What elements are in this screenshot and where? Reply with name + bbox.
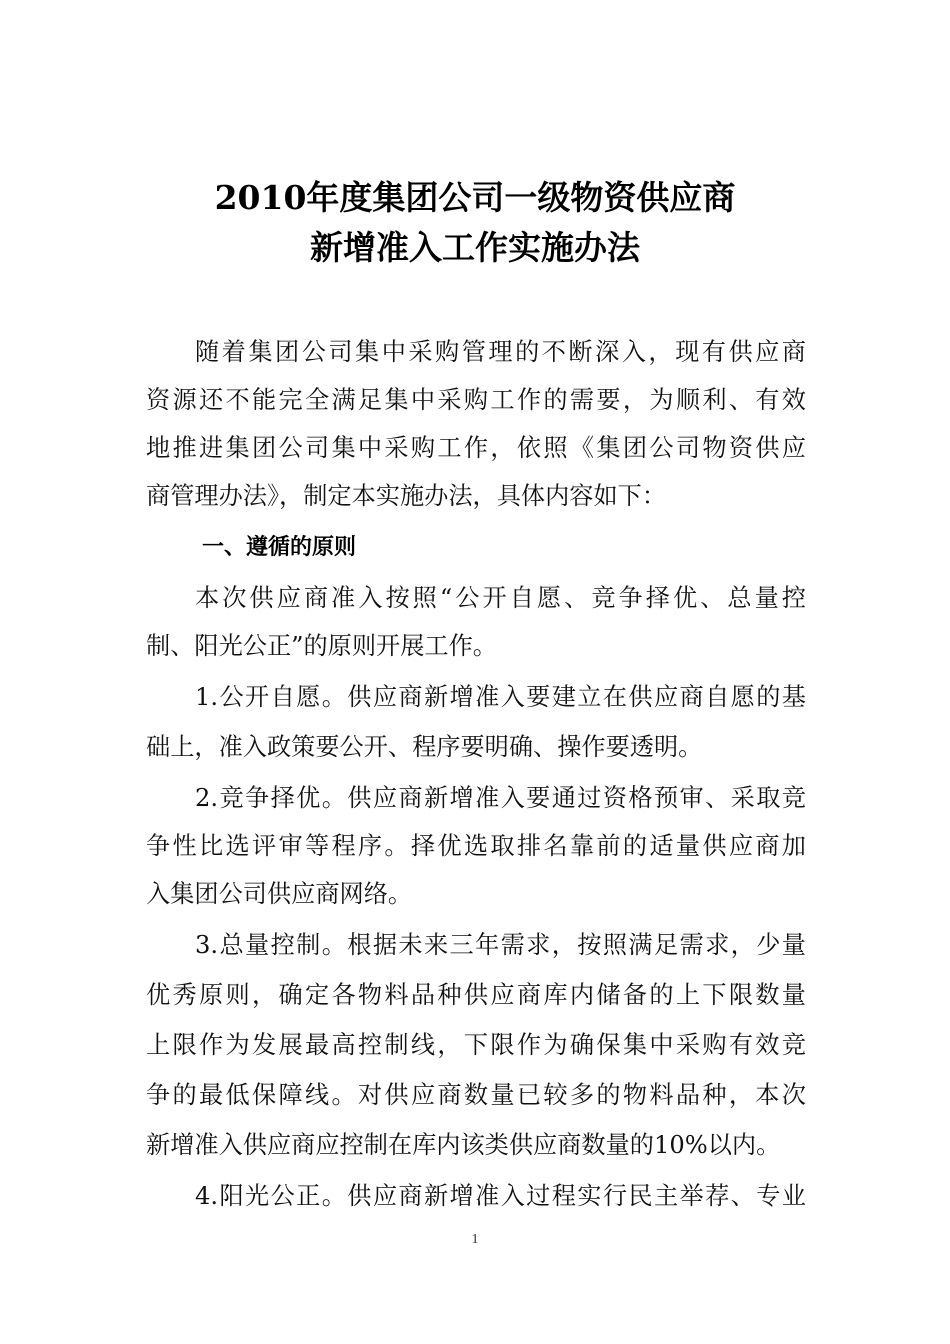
paragraph-line: 新增准入供应商应控制在库内该类供应商数量的10%以内。 xyxy=(146,1131,781,1159)
paragraph-line: 制、阳光公正”的原则开展工作。 xyxy=(146,632,497,660)
paragraph-line: 础上，准入政策要公开、程序要明确、操作要透明。 xyxy=(146,733,703,761)
paragraph-line: 争的最低保障线。对供应商数量已较多的物料品种，本次 xyxy=(146,1081,806,1109)
section-heading: 一、遵循的原则 xyxy=(202,535,357,560)
paragraph-line: 4.阳光公正。供应商新增准入过程实行民主举荐、专业 xyxy=(195,1182,806,1210)
paragraph-line: 入集团公司供应商网络。 xyxy=(146,880,413,908)
paragraph-line: 上限作为发展最高控制线，下限作为确保集中采购有效竞 xyxy=(146,1031,806,1059)
paragraph-line: 地推进集团公司集中采购工作，依照《集团公司物资供应 xyxy=(146,434,806,462)
paragraph-line: 3.总量控制。根据未来三年需求，按照满足需求，少量 xyxy=(195,931,806,959)
document-title-line1: 2010年度集团公司一级物资供应商 xyxy=(214,178,736,217)
paragraph-line: 1.公开自愿。供应商新增准入要建立在供应商自愿的基 xyxy=(195,683,806,711)
paragraph-line: 随着集团公司集中采购管理的不断深入，现有供应商 xyxy=(195,338,806,366)
document-title-line2: 新增准入工作实施办法 xyxy=(310,228,640,267)
page-number: 1 xyxy=(471,1232,479,1247)
paragraph-line: 本次供应商准入按照“公开自愿、竞争择优、总量控 xyxy=(195,584,806,612)
paragraph-line: 优秀原则，确定各物料品种供应商库内储备的上下限数量 xyxy=(146,981,806,1009)
paragraph-line: 争性比选评审等程序。择优选取排名靠前的适量供应商加 xyxy=(146,832,806,860)
paragraph-line: 资源还不能完全满足集中采购工作的需要，为顺利、有效 xyxy=(146,386,806,414)
paragraph-line: 商管理办法》，制定本实施办法，具体内容如下： xyxy=(146,482,667,510)
paragraph-line: 2.竞争择优。供应商新增准入要通过资格预审、采取竞 xyxy=(195,784,806,812)
